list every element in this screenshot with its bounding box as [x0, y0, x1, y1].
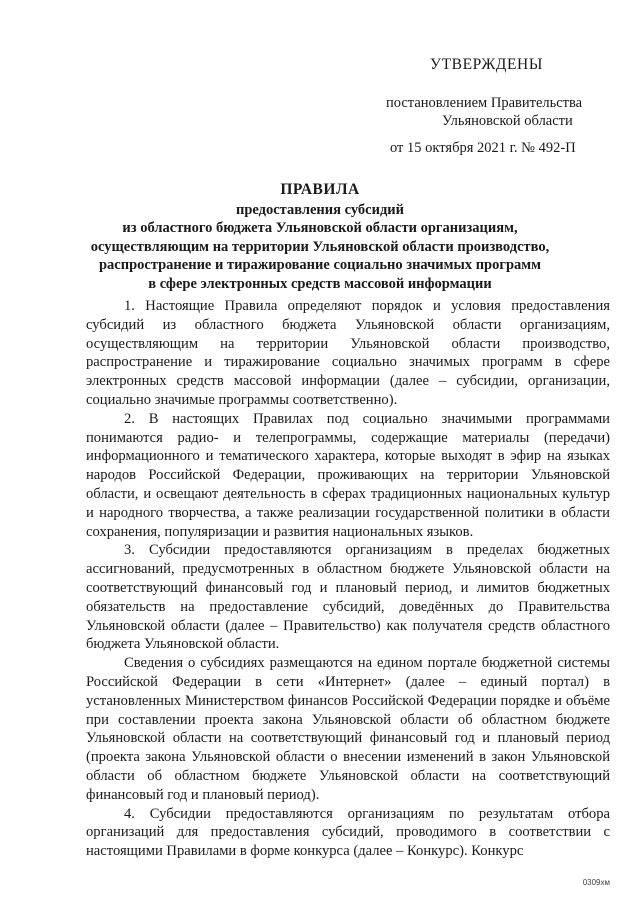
- paragraph-3-continuation: Сведения о субсидиях размещаются на едином портале бюджетной системы Российской Федерации в сети «Интернет» (далее – единый портал) в установленных Министерством финансов Российской Федерации порядке и объёме при составлении проекта закона Ульяновской области об областном бюджете Ульяновской области на соответствующий финансовый год и плановый период (проекта закона Ульяновской области о внесении изменений в закон Ульяновской области об областном бюджете Ульяновской области на соответствующий финансовый год и плановый период).: [86, 655, 610, 803]
- approval-block: [0, 56, 640, 166]
- document-subtitle-line: осуществляющим на территории Ульяновской области производство,: [90, 238, 550, 255]
- document-heading: [40, 179, 600, 293]
- paragraph-2: 2. В настоящих Правилах под социально значимыми программами понимаются радио- и телепрограммы, содержащие материалы (передачи) информационного и тематического характера, которые выходят в эфир на языках народов Российской Федерации, проживающих на территории Ульяновской области, и освещают деятельность в сферах традиционных национальных культур и народного творчества, а также реализации государственной политики в области сохранения, популяризации и развития национальных языков.: [86, 410, 610, 540]
- document-subtitle-line: предоставления субсидий: [235, 202, 404, 218]
- approval-issuer: постановлением Правительства: [386, 95, 583, 111]
- approval-date-number: от 15 октября 2021 г. № 492-П: [390, 140, 576, 156]
- document-subtitle-line: из областного бюджета Ульяновской области организациям,: [122, 220, 518, 237]
- approval-region: Ульяновской области: [442, 113, 573, 129]
- page-footer-code: 0309хм: [582, 878, 610, 887]
- document-subtitle-line: распространение и тиражирование социально значимых программ: [98, 257, 542, 274]
- paragraph-4: 4. Субсидии предоставляются организациям по результатам отбора организаций для предоставления субсидий, проводимого в соответствии с настоящими Правилами в форме конкурса (далее – Конкурс). Конкурс: [86, 805, 610, 860]
- paragraph-3: 3. Субсидии предоставляются организациям в пределах бюджетных ассигнований, предусмотренных в областном бюджете Ульяновской области на соответствующий финансовый год и плановый период, и лимитов бюджетных обязательств на предоставление субсидий, доведённых до Правительства Ульяновской области (далее – Правительство) как получателя средств областного бюджета Ульяновской области.: [86, 542, 610, 653]
- paragraph-1: 1. Настоящие Правила определяют порядок и условия предоставления субсидий из областного бюджета Ульяновской области организациям, осуществляющим на территории Ульяновской области производство, распространение и тиражирование социально значимых программ в сфере электронных средств массовой информации (далее – субсидии, организации, социально значимые программы соответственно).: [86, 298, 610, 408]
- document-subtitle-line: в сфере электронных средств массовой информации: [148, 275, 492, 292]
- document-title: ПРАВИЛА: [280, 181, 360, 198]
- approval-title: УТВЕРЖДЕНЫ: [430, 56, 543, 73]
- document-body: [86, 297, 610, 861]
